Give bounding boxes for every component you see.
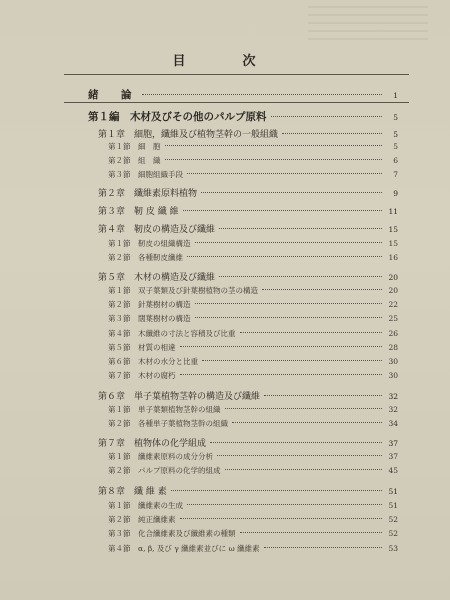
toc-entry: [108, 169, 398, 180]
dot-leader: [232, 422, 382, 423]
dot-leader: [282, 133, 382, 134]
toc-entry: [98, 484, 398, 497]
toc-entry-page-number: 25: [388, 314, 398, 323]
dot-leader: [262, 289, 382, 290]
toc-entry: [108, 342, 398, 353]
toc-entry-page-number: 20: [388, 286, 398, 295]
dot-leader: [210, 442, 382, 443]
dot-leader: [202, 360, 382, 361]
dot-leader: [240, 532, 383, 533]
dot-leader: [225, 469, 383, 470]
toc-entry-page-number: 16: [388, 253, 398, 262]
toc-entry-label: 緒 論: [88, 89, 138, 101]
toc-entry: [88, 87, 398, 102]
toc-entry-page-number: 51: [388, 487, 398, 496]
toc-entry: [108, 451, 398, 462]
toc-entry-page-number: 5: [393, 130, 398, 139]
dot-leader: [225, 408, 383, 409]
toc-entry-label: 第７章 植物体の化学組成: [98, 439, 207, 449]
toc-entry-label: 第２節 組 織: [108, 156, 161, 165]
toc-entry: [108, 356, 398, 367]
toc-entry-page-number: 26: [388, 329, 398, 338]
toc-entry-label: 第１節 纖維素の生成: [108, 501, 183, 510]
dot-leader: [195, 317, 383, 318]
toc-entry-page-number: 37: [388, 452, 398, 461]
toc-entry: [108, 500, 398, 511]
toc-entry-label: 第３節 化合纖維素及び纖維素の種類: [108, 529, 236, 538]
toc-entry-label: 第１節 細 胞: [108, 142, 161, 151]
toc-entry-label: 第２章 纖維素原料植物: [98, 189, 198, 199]
dot-leader: [201, 192, 382, 193]
toc-entry: [98, 270, 398, 283]
toc-entry: [98, 204, 398, 217]
toc-entry-page-number: 11: [388, 207, 398, 216]
toc-entry: [108, 252, 398, 263]
toc-entry-label: 第３章 靭 皮 纖 維: [98, 207, 179, 217]
toc-entry-page-number: 30: [388, 357, 398, 366]
toc-entry-page-number: 30: [388, 371, 398, 380]
toc-entry-label: 第２節 針葉樹材の構造: [108, 300, 191, 309]
toc-entry: [98, 222, 398, 235]
toc-entry: [108, 465, 398, 476]
dot-leader: [142, 94, 383, 95]
dot-leader: [195, 242, 383, 243]
page-title: 目 次: [172, 54, 278, 69]
toc-entry-page-number: 32: [388, 405, 398, 414]
dot-leader: [264, 547, 382, 548]
dot-leader: [171, 490, 382, 491]
toc-entry-label: 第８章 纖 維 素: [98, 487, 167, 497]
divider-line: [64, 102, 409, 103]
toc-entry: [108, 404, 398, 415]
dot-leader: [271, 116, 383, 117]
dot-leader: [165, 159, 383, 160]
toc-entry-page-number: 52: [388, 529, 398, 538]
toc-entry-label: 第１節 靭皮の組織構造: [108, 239, 191, 248]
toc-entry-label: 第３節 闊葉樹材の構造: [108, 314, 191, 323]
dot-leader: [180, 374, 383, 375]
toc-entry-label: 第２節 各種靭皮纖維: [108, 253, 183, 262]
toc-entry-label: 第７節 木材の腐朽: [108, 371, 176, 380]
toc-entry-label: 第４節 木纖維の寸法と容積及び比重: [108, 329, 236, 338]
toc-entry-page-number: 45: [388, 466, 398, 475]
toc-entry-page-number: 28: [388, 343, 398, 352]
toc-entry: [98, 389, 398, 402]
toc-entry: [98, 436, 398, 449]
toc-entry: [108, 328, 398, 339]
toc-entry: [108, 418, 398, 429]
toc-entry-page-number: 7: [393, 170, 398, 179]
toc-entry-label: 第４章 靭皮の構造及び纖維: [98, 225, 216, 235]
toc-entry-label: 第１節 纖維素原料の成分分析: [108, 452, 213, 461]
dot-leader: [217, 455, 382, 456]
divider-line: [64, 74, 409, 75]
toc-entry-label: 第２節 純正纖維素: [108, 515, 176, 524]
dot-leader: [180, 518, 383, 519]
toc-entry-label: 第２節 パルプ原料の化学的組成: [108, 466, 221, 475]
dot-leader: [219, 276, 382, 277]
dot-leader: [219, 228, 382, 229]
toc-entry-label: 第１節 単子葉類植物茎幹の組織: [108, 405, 221, 414]
toc-entry-page-number: 9: [393, 189, 398, 198]
toc-entry-page-number: 15: [388, 239, 398, 248]
toc-entry-page-number: 52: [388, 515, 398, 524]
toc-entry: [108, 313, 398, 324]
dot-leader: [187, 256, 382, 257]
dot-leader: [187, 504, 382, 505]
dot-leader: [195, 303, 383, 304]
dot-leader: [183, 210, 382, 211]
toc-entry-page-number: 1: [393, 91, 398, 100]
toc-entry-label: 第１章 細胞，纖維及び植物茎幹の一般組織: [98, 130, 279, 140]
toc-entry-page-number: 32: [388, 392, 398, 401]
toc-entry-page-number: 15: [388, 225, 398, 234]
toc-entry-label: 第４節 α, β, 及び γ 纖維素並びに ω 纖維素: [108, 544, 260, 553]
toc-entry: [108, 238, 398, 249]
toc-entry: [108, 299, 398, 310]
toc-entry-page-number: 51: [388, 501, 398, 510]
toc-entry-label: 第５章 木材の構造及び纖維: [98, 273, 216, 283]
toc-entry-page-number: 6: [393, 156, 398, 165]
toc-entry: [88, 109, 398, 124]
toc-entry-page-number: 37: [388, 439, 398, 448]
toc-entry-label: 第６節 木材の水分と比重: [108, 357, 198, 366]
toc-entry-label: 第３節 細胞組織手段: [108, 170, 183, 179]
toc-entry: [108, 370, 398, 381]
dot-leader: [240, 332, 383, 333]
toc-entry-page-number: 5: [393, 113, 398, 122]
toc-entry: [108, 285, 398, 296]
toc-entry-label: 第１節 双子葉類及び針葉樹植物の茎の構造: [108, 286, 258, 295]
dot-leader: [264, 395, 382, 396]
dot-leader: [180, 346, 383, 347]
toc-entry: [108, 528, 398, 539]
toc-entry-label: 第２節 各種単子葉植物茎幹の組織: [108, 419, 228, 428]
dot-leader: [187, 173, 382, 174]
toc-entry-label: 第５節 材質の相違: [108, 343, 176, 352]
toc-entry-page-number: 20: [388, 273, 398, 282]
toc-entry-label: 第１編 木材及びその他のパルプ原料: [88, 111, 267, 123]
dot-leader: [165, 145, 383, 146]
toc-entry: [108, 514, 398, 525]
toc-entry-page-number: 34: [388, 419, 398, 428]
toc-entry: [108, 155, 398, 166]
toc-entry-label: 第６章 単子葉植物茎幹の構造及び纖維: [98, 392, 261, 402]
toc-entry-page-number: 22: [388, 300, 398, 309]
bleed-through-text: [308, 6, 428, 46]
toc-entry-page-number: 5: [393, 142, 398, 151]
toc-entry: [108, 141, 398, 152]
toc-entry: [98, 127, 398, 140]
toc-entry-page-number: 53: [388, 544, 398, 553]
toc-entry: [98, 186, 398, 199]
toc-entry: [108, 543, 398, 554]
